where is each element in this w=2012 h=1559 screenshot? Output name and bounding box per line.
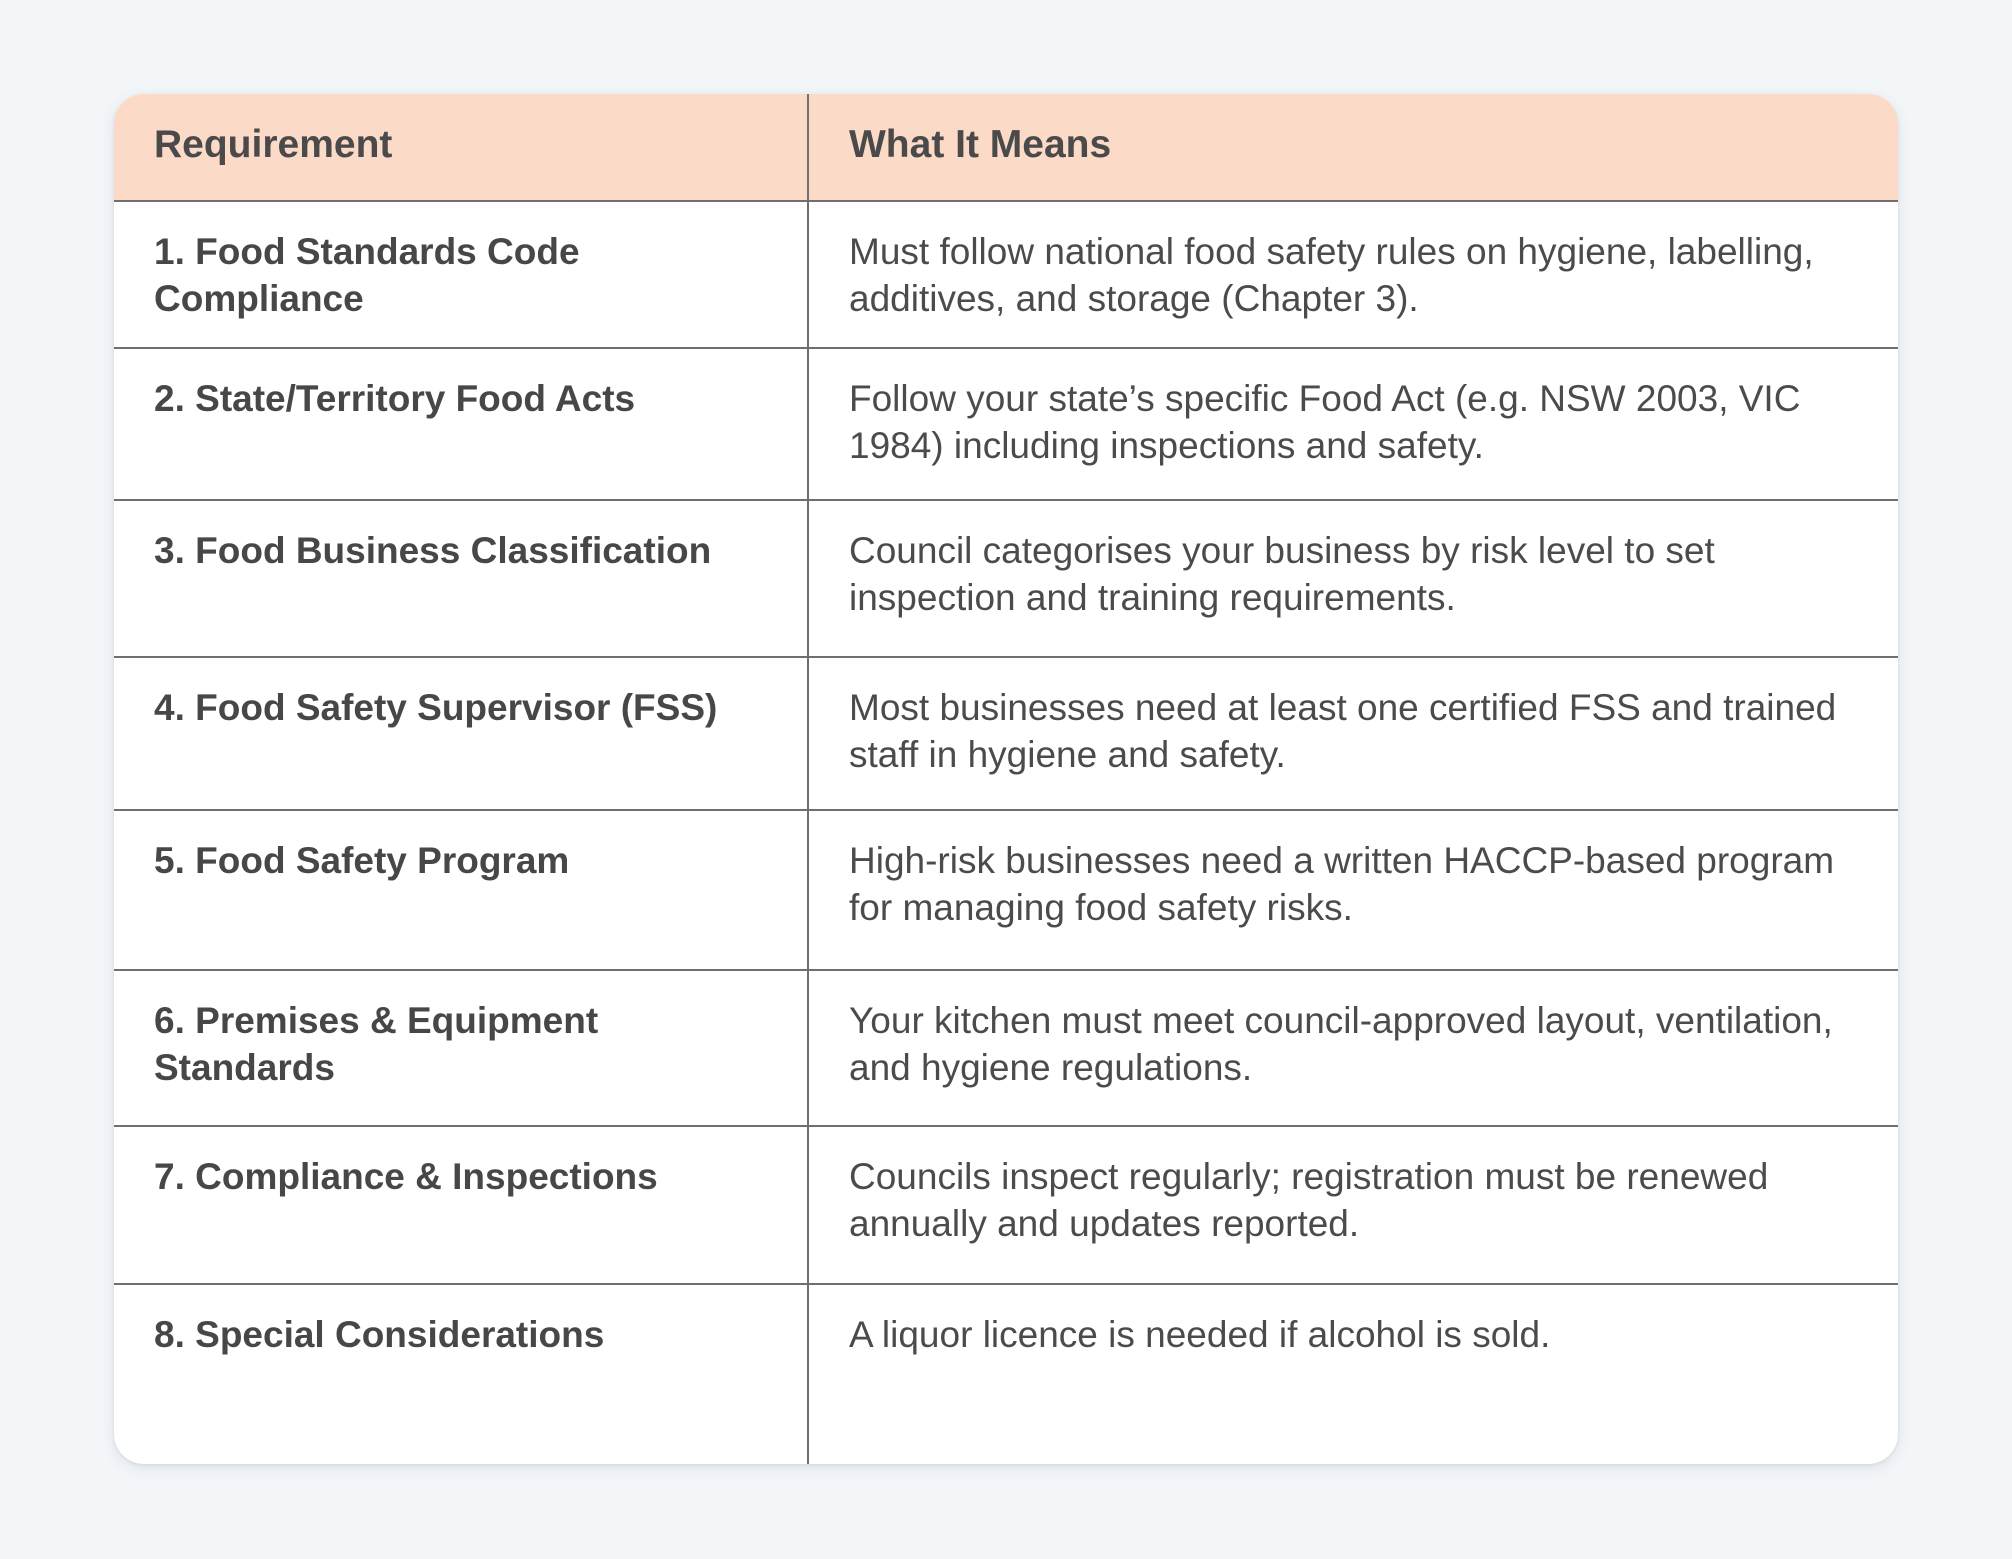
requirement-cell: 1. Food Standards Code Compliance xyxy=(114,201,808,348)
meaning-cell: Must follow national food safety rules on hygiene, labelling, additives, and storage (Chapter 3). xyxy=(808,201,1898,348)
requirement-cell: 7. Compliance & Inspections xyxy=(114,1126,808,1284)
meaning-cell: High-risk businesses need a written HACCP-based program for managing food safety risks. xyxy=(808,810,1898,970)
table-row xyxy=(114,500,1898,657)
requirement-cell: 3. Food Business Classification xyxy=(114,500,808,657)
table-header xyxy=(114,94,1898,201)
table-row xyxy=(114,1126,1898,1284)
meaning-cell: A liquor licence is needed if alcohol is sold. xyxy=(849,1314,1551,1355)
table-row xyxy=(114,201,1898,348)
table-row xyxy=(114,657,1898,810)
table-row xyxy=(114,1284,1898,1464)
meaning-cell: Most businesses need at least one certified FSS and trained staff in hygiene and safety. xyxy=(808,657,1898,810)
meaning-cell: Follow your state’s specific Food Act (e.g. NSW 2003, VIC 1984) including inspections and safety. xyxy=(808,348,1898,500)
requirement-cell: 2. State/Territory Food Acts xyxy=(114,348,808,500)
header-row xyxy=(114,94,1898,201)
header-requirement: Requirement xyxy=(114,94,808,201)
meaning-cell: Councils inspect regularly; registration must be renewed annually and updates reported. xyxy=(808,1126,1898,1284)
table-row xyxy=(114,810,1898,970)
requirement-cell: 8. Special Considerations xyxy=(114,1284,808,1464)
table-body xyxy=(114,201,1898,1464)
table-row xyxy=(114,348,1898,500)
requirements-table-card xyxy=(114,94,1898,1464)
header-what-it-means: What It Means xyxy=(808,94,1898,201)
meaning-cell: Council categorises your business by risk level to set inspection and training requirements. xyxy=(808,500,1898,657)
requirement-cell: 4. Food Safety Supervisor (FSS) xyxy=(114,657,808,810)
requirements-table xyxy=(114,94,1898,1464)
meaning-cell: Your kitchen must meet council-approved layout, ventilation, and hygiene regulations. xyxy=(808,970,1898,1126)
requirement-cell: 5. Food Safety Program xyxy=(114,810,808,970)
table-row xyxy=(114,970,1898,1126)
requirement-cell: 6. Premises & Equipment Standards xyxy=(114,970,808,1126)
